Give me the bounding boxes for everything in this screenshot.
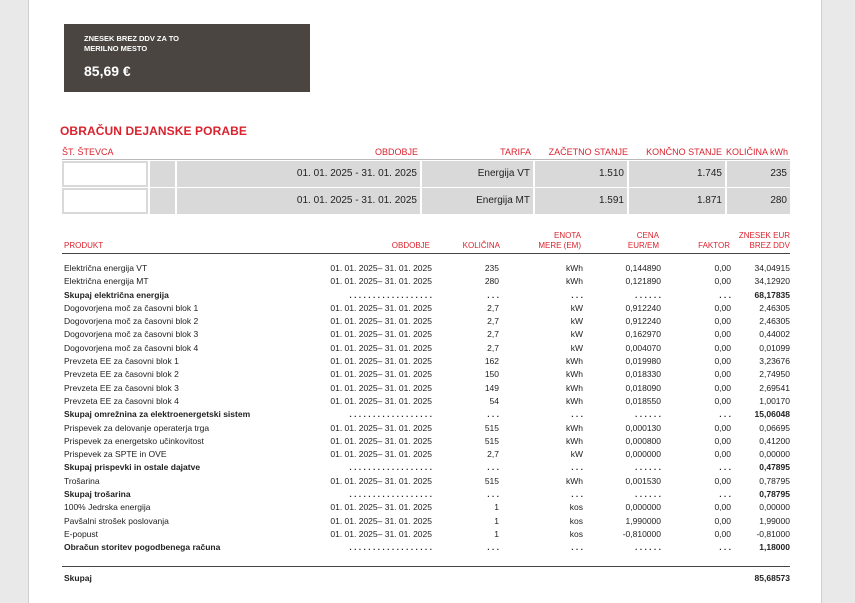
- cell-period: . . . . . . . . . . . . . . . . . .: [349, 289, 432, 300]
- cell-period: 01. 01. 2025– 31. 01. 2025: [330, 276, 432, 287]
- cell-qty: . . .: [487, 289, 499, 300]
- cell-factor: . . .: [719, 542, 731, 553]
- cell-period: 01. 01. 2025– 31. 01. 2025: [330, 528, 432, 539]
- cell-name: Prevzeta EE za časovni blok 4: [64, 395, 179, 406]
- cell-total: 1,99000: [759, 515, 790, 526]
- cell-total: 0,78795: [759, 475, 790, 486]
- cell-unit: . . .: [571, 409, 583, 420]
- table-row: [62, 342, 790, 355]
- cell-qty: 2,7: [487, 329, 499, 340]
- cell-unit: kW: [570, 449, 583, 460]
- cell-factor: 0,00: [714, 382, 731, 393]
- meter-cell-period: 01. 01. 2025 - 31. 01. 2025: [177, 161, 420, 187]
- total-row: [62, 566, 790, 588]
- header-period: OBDOBJE: [391, 241, 430, 250]
- table-row: [62, 315, 790, 328]
- table-row: [62, 501, 790, 514]
- cell-total: 0,78795: [759, 489, 790, 500]
- cell-qty: 1: [494, 515, 499, 526]
- cell-total: 3,23676: [759, 356, 790, 367]
- table-row: [62, 302, 790, 315]
- header-factor: FAKTOR: [698, 241, 730, 250]
- cell-period: . . . . . . . . . . . . . . . . . .: [349, 409, 432, 420]
- table-row: [62, 275, 790, 288]
- cell-price: 0,001530: [625, 475, 661, 486]
- cell-period: . . . . . . . . . . . . . . . . . .: [349, 542, 432, 553]
- cell-price: 0,162970: [625, 329, 661, 340]
- cell-price: 0,000000: [625, 502, 661, 513]
- cell-total: 2,46305: [759, 316, 790, 327]
- header-price: CENA EUR/EM: [627, 231, 659, 250]
- cell-factor: . . .: [719, 289, 731, 300]
- meter-row: [62, 188, 790, 214]
- cell-total: 2,46305: [759, 302, 790, 313]
- cell-price: . . . . . .: [635, 489, 661, 500]
- cell-factor: 0,00: [714, 263, 731, 273]
- cell-unit: kWh: [566, 422, 583, 433]
- cell-period: 01. 01. 2025– 31. 01. 2025: [330, 515, 432, 526]
- header-unit: ENOTA MERE (EM): [538, 231, 581, 250]
- cell-period: 01. 01. 2025– 31. 01. 2025: [330, 502, 432, 513]
- cell-factor: 0,00: [714, 502, 731, 513]
- cell-name: Skupaj trošarina: [64, 489, 131, 500]
- meter-cell-end: 1.871: [629, 188, 725, 214]
- subtotal-row: [62, 289, 790, 302]
- cell-unit: kWh: [566, 395, 583, 406]
- cell-name: Prispevek za SPTE in OVE: [64, 449, 167, 460]
- meter-cell-tariff: Energija VT: [422, 161, 533, 187]
- meter-table: [62, 146, 790, 214]
- cell-period: 01. 01. 2025– 31. 01. 2025: [330, 449, 432, 460]
- cell-qty: . . .: [487, 409, 499, 420]
- cell-period: 01. 01. 2025– 31. 01. 2025: [330, 302, 432, 313]
- cell-unit: kos: [569, 515, 583, 526]
- cell-qty: 1: [494, 502, 499, 513]
- cell-price: . . . . . .: [635, 409, 661, 420]
- cell-factor: . . .: [719, 489, 731, 500]
- total-label: Skupaj: [64, 573, 92, 583]
- cell-qty: 54: [489, 395, 499, 406]
- cell-factor: 0,00: [714, 475, 731, 486]
- cell-unit: kW: [570, 342, 583, 353]
- table-row: [62, 382, 790, 395]
- header-qty: KOLIČINA kWh: [725, 147, 788, 157]
- cell-total: 15,06048: [754, 409, 790, 420]
- subtotal-row: [62, 461, 790, 474]
- summary-label: ZNESEK BREZ DDV ZA TO MERILNO MESTO: [84, 34, 180, 53]
- table-row: [62, 262, 790, 275]
- cell-qty: 150: [484, 369, 499, 380]
- cell-factor: 0,00: [714, 302, 731, 313]
- cell-factor: 0,00: [714, 422, 731, 433]
- cell-total: 0,00000: [759, 449, 790, 460]
- cell-total: 0,00000: [759, 502, 790, 513]
- cell-unit: kWh: [566, 276, 583, 287]
- cell-qty: 2,7: [487, 302, 499, 313]
- cell-unit: kos: [569, 502, 583, 513]
- cell-total: 68,17835: [754, 289, 790, 300]
- cell-qty: . . .: [487, 542, 499, 553]
- cell-unit: kWh: [566, 435, 583, 446]
- cell-unit: kos: [569, 528, 583, 539]
- cell-qty: 162: [484, 356, 499, 367]
- cell-price: 0,004070: [625, 342, 661, 353]
- cell-qty: 235: [484, 263, 499, 273]
- cell-price: 0,000130: [625, 422, 661, 433]
- header-end: KONČNO STANJE: [646, 147, 722, 157]
- table-row: [62, 355, 790, 368]
- cell-name: Prevzeta EE za časovni blok 3: [64, 382, 179, 393]
- cell-period: 01. 01. 2025– 31. 01. 2025: [330, 422, 432, 433]
- summary-box: [64, 24, 310, 92]
- header-start: ZAČETNO STANJE: [548, 147, 628, 157]
- meter-cell-meter2: [150, 188, 175, 214]
- cell-period: 01. 01. 2025– 31. 01. 2025: [330, 395, 432, 406]
- cell-name: 100% Jedrska energija: [64, 502, 151, 513]
- cell-unit: kW: [570, 302, 583, 313]
- cell-unit: kWh: [566, 263, 583, 273]
- summary-amount: 85,69 €: [84, 63, 131, 79]
- cell-total: 34,12920: [754, 276, 790, 287]
- table-row: [62, 395, 790, 408]
- subtotal-row: [62, 408, 790, 421]
- header-period: OBDOBJE: [374, 147, 418, 157]
- cell-name: Trošarina: [64, 475, 100, 486]
- cell-total: 0,47895: [759, 462, 790, 473]
- cell-price: 0,912240: [625, 316, 661, 327]
- cell-name: Pavšalni strošek poslovanja: [64, 515, 169, 526]
- cell-name: Prevzeta EE za časovni blok 1: [64, 356, 179, 367]
- cell-period: 01. 01. 2025– 31. 01. 2025: [330, 316, 432, 327]
- cell-period: . . . . . . . . . . . . . . . . . .: [349, 489, 432, 500]
- cell-period: 01. 01. 2025– 31. 01. 2025: [330, 263, 432, 273]
- product-table: [62, 226, 790, 555]
- cell-qty: . . .: [487, 462, 499, 473]
- cell-price: 0,000000: [625, 449, 661, 460]
- cell-qty: 1: [494, 528, 499, 539]
- cell-price: . . . . . .: [635, 289, 661, 300]
- cell-name: Dogovorjena moč za časovni blok 3: [64, 329, 199, 340]
- cell-period: 01. 01. 2025– 31. 01. 2025: [330, 342, 432, 353]
- cell-name: Prispevek za delovanje operaterja trga: [64, 422, 210, 433]
- cell-price: 1,990000: [625, 515, 661, 526]
- cell-factor: 0,00: [714, 329, 731, 340]
- meter-cell-meter2: [150, 161, 175, 187]
- cell-unit: . . .: [571, 542, 583, 553]
- table-row: [62, 368, 790, 381]
- cell-unit: kW: [570, 316, 583, 327]
- cell-factor: 0,00: [714, 276, 731, 287]
- cell-factor: 0,00: [714, 342, 731, 353]
- cell-unit: kWh: [566, 382, 583, 393]
- cell-name: Električna energija VT: [64, 263, 148, 273]
- cell-factor: 0,00: [714, 316, 731, 327]
- cell-unit: . . .: [571, 489, 583, 500]
- cell-total: 0,41200: [759, 435, 790, 446]
- cell-price: 0,000800: [625, 435, 661, 446]
- meter-cell-period: 01. 01. 2025 - 31. 01. 2025: [177, 188, 420, 214]
- cell-name: Obračun storitev pogodbenega računa: [64, 542, 221, 553]
- cell-qty: 280: [484, 276, 499, 287]
- cell-qty: 515: [484, 422, 499, 433]
- cell-qty: 2,7: [487, 449, 499, 460]
- meter-table-header: [62, 146, 790, 160]
- cell-qty: . . .: [487, 489, 499, 500]
- header-qty: KOLIČINA: [462, 241, 500, 250]
- cell-name: Dogovorjena moč za časovni blok 2: [64, 316, 199, 327]
- cell-period: 01. 01. 2025– 31. 01. 2025: [330, 356, 432, 367]
- cell-unit: kWh: [566, 369, 583, 380]
- cell-factor: . . .: [719, 409, 731, 420]
- cell-unit: . . .: [571, 462, 583, 473]
- cell-total: 1,00170: [759, 395, 790, 406]
- table-row: [62, 328, 790, 341]
- cell-name: E-popust: [64, 528, 99, 539]
- cell-name: Skupaj omrežnina za elektroenergetski sistem: [64, 409, 251, 420]
- cell-unit: kWh: [566, 356, 583, 367]
- section-title: OBRAČUN DEJANSKE PORABE: [60, 124, 247, 138]
- cell-factor: 0,00: [714, 356, 731, 367]
- table-row: [62, 435, 790, 448]
- meter-cell-start: 1.591: [535, 188, 627, 214]
- invoice-page: [28, 0, 822, 603]
- meter-row: [62, 161, 790, 187]
- cell-total: 0,01099: [759, 342, 790, 353]
- cell-period: 01. 01. 2025– 31. 01. 2025: [330, 329, 432, 340]
- cell-qty: 2,7: [487, 316, 499, 327]
- cell-qty: 2,7: [487, 342, 499, 353]
- cell-qty: 515: [484, 435, 499, 446]
- cell-period: 01. 01. 2025– 31. 01. 2025: [330, 435, 432, 446]
- cell-price: -0,810000: [622, 528, 661, 539]
- cell-factor: 0,00: [714, 528, 731, 539]
- cell-name: Električna energija MT: [64, 276, 149, 287]
- header-tariff: TARIFA: [500, 147, 531, 157]
- meter-cell-tariff: Energija MT: [422, 188, 533, 214]
- header-product: PRODUKT: [64, 241, 104, 250]
- cell-factor: 0,00: [714, 435, 731, 446]
- cell-period: 01. 01. 2025– 31. 01. 2025: [330, 369, 432, 380]
- cell-price: 0,018550: [625, 395, 661, 406]
- cell-price: 0,018330: [625, 369, 661, 380]
- cell-price: . . . . . .: [635, 462, 661, 473]
- cell-factor: 0,00: [714, 449, 731, 460]
- cell-price: 0,018090: [625, 382, 661, 393]
- cell-total: -0,81000: [756, 528, 790, 539]
- cell-total: 34,04915: [754, 263, 790, 273]
- cell-price: 0,019980: [625, 356, 661, 367]
- cell-name: Skupaj električna energija: [64, 289, 169, 300]
- cell-unit: . . .: [571, 289, 583, 300]
- cell-period: . . . . . . . . . . . . . . . . . .: [349, 462, 432, 473]
- cell-total: 1,18000: [759, 542, 790, 553]
- total-value: 85,68573: [754, 573, 790, 583]
- cell-period: 01. 01. 2025– 31. 01. 2025: [330, 475, 432, 486]
- cell-factor: . . .: [719, 462, 731, 473]
- subtotal-row: [62, 488, 790, 501]
- cell-total: 2,74950: [759, 369, 790, 380]
- cell-price: . . . . . .: [635, 542, 661, 553]
- product-table-body: [62, 262, 790, 555]
- cell-name: Skupaj prispevki in ostale dajatve: [64, 462, 201, 473]
- meter-cell-qty: 280: [727, 188, 790, 214]
- meter-cell-meter: [62, 161, 148, 187]
- product-table-header: [62, 226, 790, 254]
- cell-total: 2,69541: [759, 382, 790, 393]
- meter-cell-start: 1.510: [535, 161, 627, 187]
- cell-qty: 515: [484, 475, 499, 486]
- meter-cell-qty: 235: [727, 161, 790, 187]
- cell-total: 0,44002: [759, 329, 790, 340]
- cell-name: Dogovorjena moč za časovni blok 4: [64, 342, 199, 353]
- cell-price: 0,912240: [625, 302, 661, 313]
- cell-unit: kW: [570, 329, 583, 340]
- cell-unit: kWh: [566, 475, 583, 486]
- header-total: ZNESEK EUR BREZ DDV: [738, 231, 790, 250]
- table-row: [62, 422, 790, 435]
- cell-factor: 0,00: [714, 515, 731, 526]
- table-row: [62, 515, 790, 528]
- table-row: [62, 475, 790, 488]
- cell-name: Dogovorjena moč za časovni blok 1: [64, 302, 199, 313]
- cell-qty: 149: [484, 382, 499, 393]
- cell-factor: 0,00: [714, 395, 731, 406]
- cell-total: 0,06695: [759, 422, 790, 433]
- header-meter: ŠT. ŠTEVCA: [62, 147, 114, 157]
- table-row: [62, 528, 790, 541]
- cell-price: 0,121890: [625, 276, 661, 287]
- cell-name: Prevzeta EE za časovni blok 2: [64, 369, 179, 380]
- cell-period: 01. 01. 2025– 31. 01. 2025: [330, 382, 432, 393]
- table-row: [62, 448, 790, 461]
- cell-factor: 0,00: [714, 369, 731, 380]
- meter-cell-meter: [62, 188, 148, 214]
- cell-price: 0,144890: [625, 263, 661, 273]
- cell-name: Prispevek za energetsko učinkovitost: [64, 435, 204, 446]
- meter-cell-end: 1.745: [629, 161, 725, 187]
- subtotal-row: [62, 541, 790, 554]
